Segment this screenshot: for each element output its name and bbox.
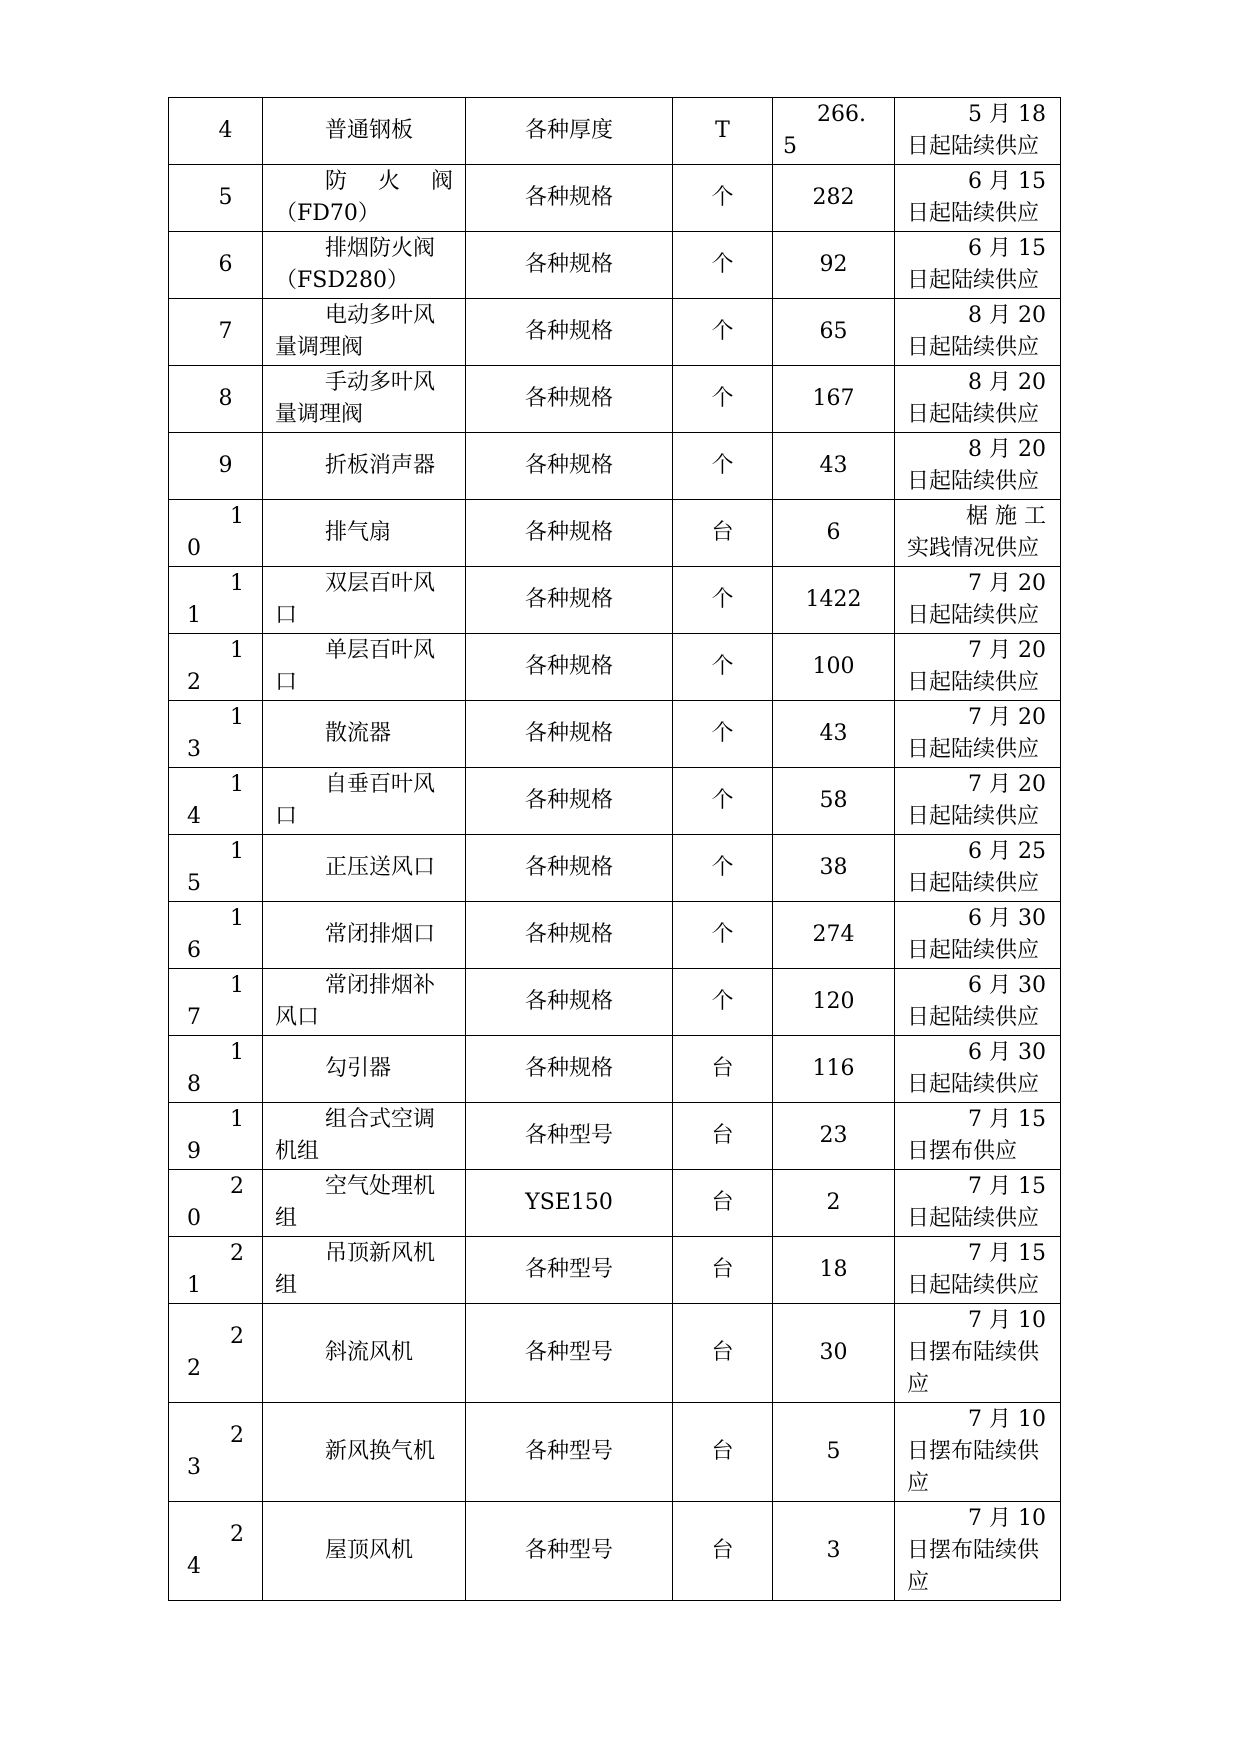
item-quantity: 100 bbox=[812, 654, 855, 679]
item-quantity-cell bbox=[773, 701, 895, 768]
supply-time-cell bbox=[895, 567, 1061, 634]
item-quantity: 65 bbox=[819, 319, 848, 344]
item-unit: 个 bbox=[711, 252, 734, 277]
item-quantity-cell bbox=[773, 366, 895, 433]
item-unit-cell bbox=[673, 969, 773, 1036]
item-unit: 台 bbox=[711, 1123, 734, 1148]
item-name-cell bbox=[263, 902, 466, 969]
item-number: 2 2 bbox=[187, 1324, 244, 1381]
item-unit: 台 bbox=[711, 1190, 734, 1215]
item-name: 排气扇 bbox=[325, 520, 392, 545]
item-number: 1 4 bbox=[187, 772, 244, 829]
item-unit: 个 bbox=[711, 922, 734, 947]
item-number: 1 6 bbox=[187, 906, 244, 963]
item-number-cell bbox=[169, 1304, 263, 1403]
item-name: 常闭排烟口 bbox=[325, 922, 436, 947]
table-row bbox=[169, 299, 1061, 366]
item-spec-cell bbox=[466, 500, 673, 567]
item-spec-cell bbox=[466, 1403, 673, 1502]
item-spec: 各种厚度 bbox=[524, 118, 613, 143]
item-spec: 各种规格 bbox=[524, 1056, 613, 1081]
item-spec-cell bbox=[466, 433, 673, 500]
item-unit-cell bbox=[673, 1304, 773, 1403]
table-row bbox=[169, 902, 1061, 969]
item-number: 6 bbox=[218, 252, 233, 277]
supply-time-cell bbox=[895, 1036, 1061, 1103]
supply-time: 7 月 20 日起陆续供应 bbox=[907, 705, 1046, 762]
item-number-cell bbox=[169, 1502, 263, 1601]
item-number-cell bbox=[169, 969, 263, 1036]
item-unit-cell bbox=[673, 567, 773, 634]
item-spec: 各种规格 bbox=[524, 520, 613, 545]
item-spec: 各种规格 bbox=[524, 587, 613, 612]
item-name-cell bbox=[263, 634, 466, 701]
supply-time: 7 月 15 日起陆续供应 bbox=[907, 1174, 1046, 1231]
supply-time-cell bbox=[895, 902, 1061, 969]
item-number-cell bbox=[169, 701, 263, 768]
item-number-cell bbox=[169, 433, 263, 500]
item-name: 组合式空调 机组 bbox=[275, 1107, 436, 1164]
item-unit: 个 bbox=[711, 453, 734, 478]
item-name: 吊顶新风机 组 bbox=[275, 1241, 436, 1298]
item-spec-cell bbox=[466, 1237, 673, 1304]
item-quantity: 23 bbox=[819, 1123, 848, 1148]
item-spec: 各种型号 bbox=[524, 1340, 613, 1365]
item-quantity-cell bbox=[773, 1036, 895, 1103]
item-number-cell bbox=[169, 1237, 263, 1304]
item-unit-cell bbox=[673, 500, 773, 567]
item-number-cell bbox=[169, 1036, 263, 1103]
item-quantity-cell bbox=[773, 1170, 895, 1237]
supply-time: 5 月 18 日起陆续供应 bbox=[907, 102, 1046, 159]
item-quantity: 5 bbox=[826, 1439, 841, 1464]
supply-time: 7 月 10 日摆布陆续供 应 bbox=[907, 1506, 1046, 1595]
supply-time-cell bbox=[895, 768, 1061, 835]
item-unit-cell bbox=[673, 433, 773, 500]
item-quantity-cell bbox=[773, 98, 895, 165]
item-spec: 各种规格 bbox=[524, 788, 613, 813]
item-name: 折板消声器 bbox=[325, 453, 436, 478]
item-spec-cell bbox=[466, 299, 673, 366]
supply-time: 6 月 30 日起陆续供应 bbox=[907, 973, 1046, 1030]
item-name-cell bbox=[263, 1036, 466, 1103]
supply-time: 7 月 10 日摆布陆续供 应 bbox=[907, 1407, 1046, 1496]
item-number: 9 bbox=[218, 453, 233, 478]
table-row bbox=[169, 1237, 1061, 1304]
item-spec-cell bbox=[466, 969, 673, 1036]
item-unit: 台 bbox=[711, 1538, 734, 1563]
item-unit: 台 bbox=[711, 1056, 734, 1081]
item-spec: 各种规格 bbox=[524, 721, 613, 746]
item-number: 2 3 bbox=[187, 1423, 244, 1480]
item-spec-cell bbox=[466, 768, 673, 835]
item-unit-cell bbox=[673, 1170, 773, 1237]
supply-time: 7 月 15 日起陆续供应 bbox=[907, 1241, 1046, 1298]
item-quantity-cell bbox=[773, 1502, 895, 1601]
table-row bbox=[169, 567, 1061, 634]
item-number: 1 3 bbox=[187, 705, 244, 762]
supply-time: 7 月 15 日摆布供应 bbox=[907, 1107, 1046, 1164]
item-unit-cell bbox=[673, 1502, 773, 1601]
item-spec: 各种规格 bbox=[524, 453, 613, 478]
item-name-cell bbox=[263, 1170, 466, 1237]
item-spec-cell bbox=[466, 1304, 673, 1403]
supply-time-cell bbox=[895, 634, 1061, 701]
supply-time: 7 月 20 日起陆续供应 bbox=[907, 638, 1046, 695]
item-spec-cell bbox=[466, 366, 673, 433]
item-name-cell bbox=[263, 701, 466, 768]
item-quantity-cell bbox=[773, 768, 895, 835]
supply-time: 8 月 20 日起陆续供应 bbox=[907, 437, 1046, 494]
item-unit: 台 bbox=[711, 520, 734, 545]
item-quantity: 266. 5 bbox=[783, 102, 866, 159]
item-number-cell bbox=[169, 1403, 263, 1502]
item-number-cell bbox=[169, 835, 263, 902]
item-quantity-cell bbox=[773, 902, 895, 969]
item-number-cell bbox=[169, 567, 263, 634]
supply-time: 6 月 15 日起陆续供应 bbox=[907, 236, 1046, 293]
item-name-cell bbox=[263, 299, 466, 366]
item-number-cell bbox=[169, 232, 263, 299]
supply-time-cell bbox=[895, 835, 1061, 902]
table-row bbox=[169, 1403, 1061, 1502]
supply-time: 7 月 10 日摆布陆续供 应 bbox=[907, 1308, 1046, 1397]
item-name-cell bbox=[263, 969, 466, 1036]
item-number-cell bbox=[169, 1170, 263, 1237]
item-number: 5 bbox=[218, 185, 233, 210]
item-quantity: 282 bbox=[812, 185, 855, 210]
item-name-cell bbox=[263, 768, 466, 835]
item-quantity-cell bbox=[773, 634, 895, 701]
item-number: 7 bbox=[218, 319, 233, 344]
item-quantity: 1422 bbox=[805, 587, 862, 612]
item-spec-cell bbox=[466, 98, 673, 165]
item-number: 1 5 bbox=[187, 839, 244, 896]
item-spec: 各种型号 bbox=[524, 1257, 613, 1282]
item-quantity: 274 bbox=[812, 922, 855, 947]
supply-time-cell bbox=[895, 1103, 1061, 1170]
item-spec: 各种型号 bbox=[524, 1538, 613, 1563]
item-name: 自垂百叶风 口 bbox=[275, 772, 436, 829]
item-unit-cell bbox=[673, 366, 773, 433]
item-number-cell bbox=[169, 500, 263, 567]
supply-time-cell bbox=[895, 366, 1061, 433]
item-name-cell bbox=[263, 835, 466, 902]
item-name: 普通钢板 bbox=[325, 118, 414, 143]
item-unit: 个 bbox=[711, 185, 734, 210]
item-name: 手动多叶风 量调理阀 bbox=[275, 370, 436, 427]
item-unit: 个 bbox=[711, 654, 734, 679]
supply-time-cell bbox=[895, 1304, 1061, 1403]
item-quantity: 116 bbox=[812, 1056, 855, 1081]
item-unit: 台 bbox=[711, 1257, 734, 1282]
item-quantity: 92 bbox=[819, 252, 848, 277]
item-name-cell bbox=[263, 98, 466, 165]
item-unit-cell bbox=[673, 701, 773, 768]
item-spec-cell bbox=[466, 902, 673, 969]
item-quantity-cell bbox=[773, 1103, 895, 1170]
item-unit-cell bbox=[673, 1103, 773, 1170]
item-unit: 个 bbox=[711, 721, 734, 746]
item-unit-cell bbox=[673, 232, 773, 299]
item-quantity-cell bbox=[773, 835, 895, 902]
item-quantity: 18 bbox=[819, 1257, 848, 1282]
item-unit: 个 bbox=[711, 788, 734, 813]
item-quantity: 167 bbox=[812, 386, 855, 411]
item-spec: 各种规格 bbox=[524, 855, 613, 880]
item-quantity-cell bbox=[773, 433, 895, 500]
item-number-cell bbox=[169, 366, 263, 433]
item-number: 2 1 bbox=[187, 1241, 244, 1298]
table-row bbox=[169, 98, 1061, 165]
item-spec: 各种规格 bbox=[524, 386, 613, 411]
item-number-cell bbox=[169, 902, 263, 969]
item-number: 1 2 bbox=[187, 638, 244, 695]
item-unit-cell bbox=[673, 299, 773, 366]
item-spec: 各种规格 bbox=[524, 922, 613, 947]
item-number-cell bbox=[169, 768, 263, 835]
item-name: 双层百叶风 口 bbox=[275, 571, 436, 628]
item-unit: 个 bbox=[711, 989, 734, 1014]
item-spec: 各种规格 bbox=[524, 185, 613, 210]
item-unit-cell bbox=[673, 1403, 773, 1502]
item-name-cell bbox=[263, 433, 466, 500]
supply-time-cell bbox=[895, 500, 1061, 567]
item-quantity-cell bbox=[773, 299, 895, 366]
item-name-cell bbox=[263, 232, 466, 299]
table-row bbox=[169, 165, 1061, 232]
item-unit-cell bbox=[673, 835, 773, 902]
supply-time: 8 月 20 日起陆续供应 bbox=[907, 370, 1046, 427]
item-name: 勾引器 bbox=[325, 1056, 392, 1081]
item-spec: 各种规格 bbox=[524, 654, 613, 679]
item-number-cell bbox=[169, 634, 263, 701]
item-spec: 各种规格 bbox=[524, 319, 613, 344]
supply-time: 8 月 20 日起陆续供应 bbox=[907, 303, 1046, 360]
item-unit-cell bbox=[673, 1036, 773, 1103]
item-name-cell bbox=[263, 567, 466, 634]
item-number: 2 4 bbox=[187, 1522, 244, 1579]
item-unit-cell bbox=[673, 902, 773, 969]
item-number: 1 1 bbox=[187, 571, 244, 628]
table-row bbox=[169, 835, 1061, 902]
item-spec: YSE150 bbox=[525, 1190, 613, 1215]
item-spec-cell bbox=[466, 567, 673, 634]
item-spec-cell bbox=[466, 1502, 673, 1601]
item-quantity: 120 bbox=[812, 989, 855, 1014]
item-quantity: 58 bbox=[819, 788, 848, 813]
materials-table-body bbox=[169, 98, 1061, 1601]
item-number-cell bbox=[169, 1103, 263, 1170]
item-name: 正压送风口 bbox=[325, 855, 436, 880]
item-name-cell bbox=[263, 1502, 466, 1601]
supply-time: 6 月 15 日起陆续供应 bbox=[907, 169, 1046, 226]
materials-table bbox=[168, 97, 1061, 1601]
supply-time-cell bbox=[895, 1237, 1061, 1304]
item-name: 新风换气机 bbox=[325, 1439, 436, 1464]
supply-time-cell bbox=[895, 299, 1061, 366]
table-row bbox=[169, 366, 1061, 433]
item-number-cell bbox=[169, 299, 263, 366]
item-quantity: 2 bbox=[826, 1190, 841, 1215]
item-name: 排烟防火阀 （FSD280） bbox=[275, 236, 436, 293]
supply-time: 6 月 30 日起陆续供应 bbox=[907, 906, 1046, 963]
item-spec-cell bbox=[466, 1036, 673, 1103]
item-unit-cell bbox=[673, 1237, 773, 1304]
item-name-cell bbox=[263, 1304, 466, 1403]
item-name-cell bbox=[263, 1237, 466, 1304]
item-name: 屋顶风机 bbox=[325, 1538, 414, 1563]
supply-time-cell bbox=[895, 433, 1061, 500]
item-unit-cell bbox=[673, 98, 773, 165]
table-row bbox=[169, 1304, 1061, 1403]
table-row bbox=[169, 768, 1061, 835]
item-number: 1 9 bbox=[187, 1107, 244, 1164]
item-spec-cell bbox=[466, 1103, 673, 1170]
item-name: 单层百叶风 口 bbox=[275, 638, 436, 695]
item-unit-cell bbox=[673, 634, 773, 701]
item-spec-cell bbox=[466, 1170, 673, 1237]
item-unit: T bbox=[715, 118, 730, 143]
item-quantity-cell bbox=[773, 1237, 895, 1304]
supply-time-cell bbox=[895, 165, 1061, 232]
item-number-cell bbox=[169, 165, 263, 232]
item-unit: 个 bbox=[711, 587, 734, 612]
item-quantity: 43 bbox=[819, 721, 848, 746]
item-name: 常闭排烟补 风口 bbox=[275, 973, 436, 1030]
item-quantity: 43 bbox=[819, 453, 848, 478]
supply-time-cell bbox=[895, 1403, 1061, 1502]
item-name: 防 火 阀 （FD70） bbox=[275, 169, 453, 226]
item-quantity-cell bbox=[773, 232, 895, 299]
item-name: 空气处理机 组 bbox=[275, 1174, 436, 1231]
supply-time-cell bbox=[895, 969, 1061, 1036]
item-number-cell bbox=[169, 98, 263, 165]
item-spec: 各种规格 bbox=[524, 989, 613, 1014]
item-quantity-cell bbox=[773, 1403, 895, 1502]
item-unit-cell bbox=[673, 768, 773, 835]
table-row bbox=[169, 433, 1061, 500]
table-row bbox=[169, 500, 1061, 567]
item-quantity: 38 bbox=[819, 855, 848, 880]
item-number: 1 0 bbox=[187, 504, 244, 561]
item-number: 2 0 bbox=[187, 1174, 244, 1231]
supply-time: 椐 施 工 实践情况供应 bbox=[907, 504, 1046, 561]
item-spec: 各种型号 bbox=[524, 1123, 613, 1148]
item-spec-cell bbox=[466, 701, 673, 768]
item-spec-cell bbox=[466, 634, 673, 701]
item-number: 1 8 bbox=[187, 1040, 244, 1097]
item-spec-cell bbox=[466, 835, 673, 902]
item-name-cell bbox=[263, 500, 466, 567]
item-unit: 个 bbox=[711, 855, 734, 880]
supply-time: 7 月 20 日起陆续供应 bbox=[907, 571, 1046, 628]
item-unit-cell bbox=[673, 165, 773, 232]
supply-time-cell bbox=[895, 98, 1061, 165]
item-number: 4 bbox=[218, 118, 233, 143]
supply-time-cell bbox=[895, 1170, 1061, 1237]
supply-time-cell bbox=[895, 1502, 1061, 1601]
item-name-cell bbox=[263, 366, 466, 433]
table-row bbox=[169, 701, 1061, 768]
item-unit: 个 bbox=[711, 319, 734, 344]
item-quantity-cell bbox=[773, 1304, 895, 1403]
table-row bbox=[169, 1103, 1061, 1170]
item-name-cell bbox=[263, 1403, 466, 1502]
item-quantity-cell bbox=[773, 567, 895, 634]
item-unit: 台 bbox=[711, 1439, 734, 1464]
item-quantity-cell bbox=[773, 500, 895, 567]
table-row bbox=[169, 1170, 1061, 1237]
table-row bbox=[169, 969, 1061, 1036]
table-row bbox=[169, 1502, 1061, 1601]
supply-time-cell bbox=[895, 701, 1061, 768]
item-quantity: 6 bbox=[826, 520, 841, 545]
table-row bbox=[169, 232, 1061, 299]
item-spec: 各种型号 bbox=[524, 1439, 613, 1464]
item-spec: 各种规格 bbox=[524, 252, 613, 277]
item-quantity: 3 bbox=[826, 1538, 841, 1563]
item-spec-cell bbox=[466, 165, 673, 232]
supply-time: 6 月 30 日起陆续供应 bbox=[907, 1040, 1046, 1097]
item-number: 8 bbox=[218, 386, 233, 411]
supply-time: 7 月 20 日起陆续供应 bbox=[907, 772, 1046, 829]
item-name: 散流器 bbox=[325, 721, 392, 746]
item-name-cell bbox=[263, 1103, 466, 1170]
item-name-cell bbox=[263, 165, 466, 232]
table-row bbox=[169, 634, 1061, 701]
item-quantity-cell bbox=[773, 165, 895, 232]
item-unit: 个 bbox=[711, 386, 734, 411]
item-name: 斜流风机 bbox=[325, 1340, 414, 1365]
supply-time: 6 月 25 日起陆续供应 bbox=[907, 839, 1046, 896]
item-quantity: 30 bbox=[819, 1340, 848, 1365]
table-row bbox=[169, 1036, 1061, 1103]
item-number: 1 7 bbox=[187, 973, 244, 1030]
item-spec-cell bbox=[466, 232, 673, 299]
supply-time-cell bbox=[895, 232, 1061, 299]
item-unit: 台 bbox=[711, 1340, 734, 1365]
item-quantity-cell bbox=[773, 969, 895, 1036]
item-name: 电动多叶风 量调理阀 bbox=[275, 303, 436, 360]
